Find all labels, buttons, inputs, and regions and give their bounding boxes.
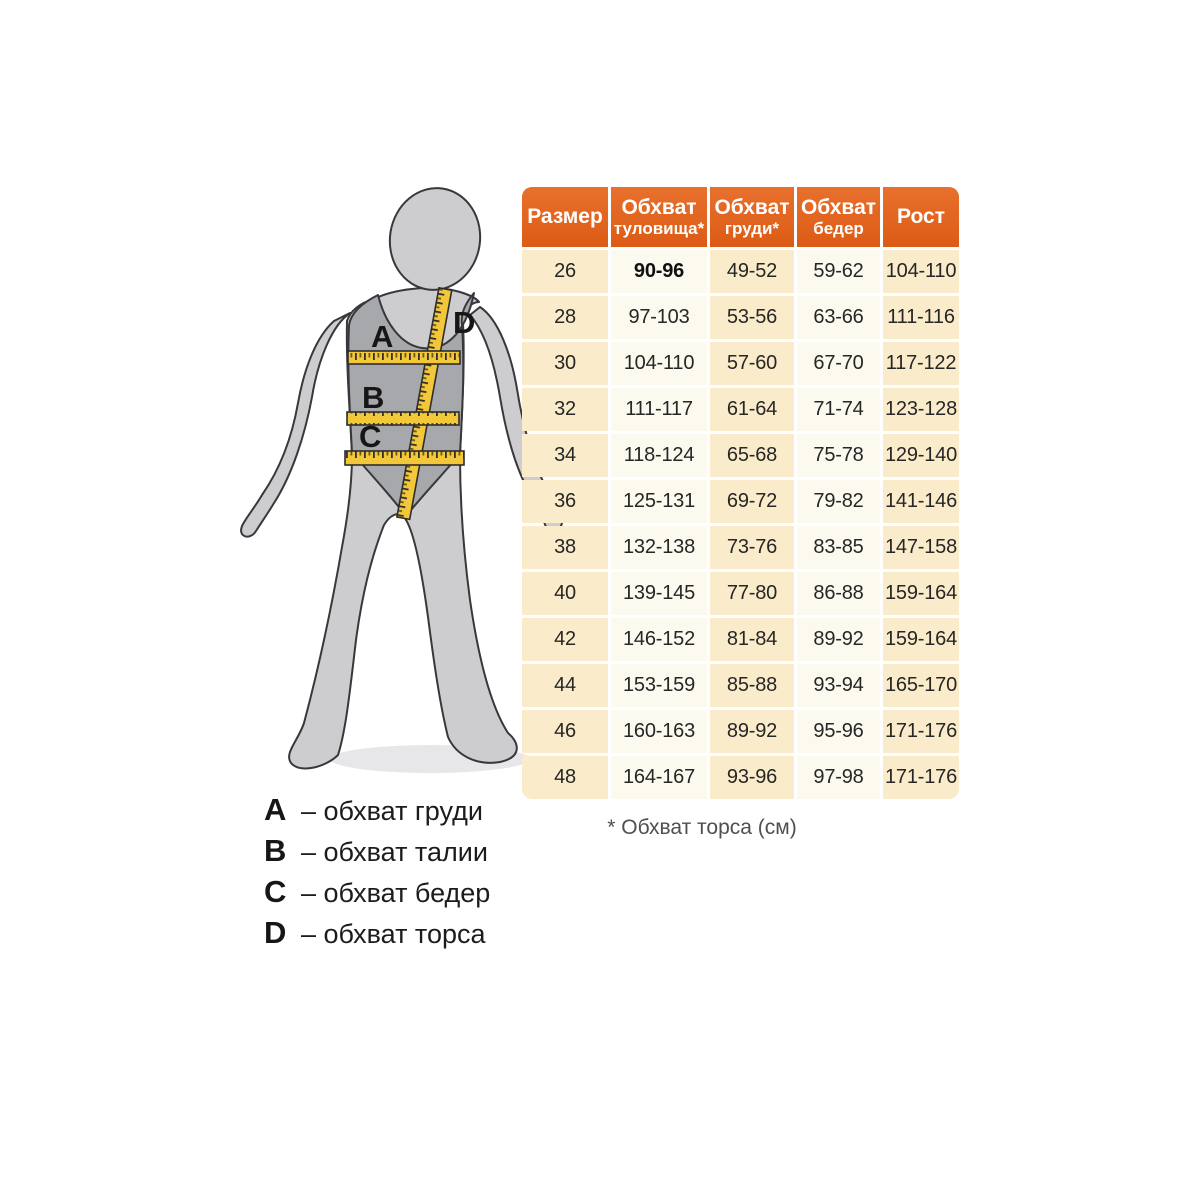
cell-size-row9: 44 [522,664,608,707]
cell-height-row1: 111-116 [883,296,959,339]
measurement-figure [228,185,570,807]
cell-hips-row6: 83-85 [797,526,880,569]
legend-text: – обхват бедер [301,878,491,908]
legend-text: – обхват торса [301,919,486,949]
cell-torso-row9: 153-159 [611,664,707,707]
column-header-height: Рост [883,187,959,247]
cell-height-row10: 171-176 [883,710,959,753]
cell-hips-row11: 97-98 [797,756,880,799]
cell-chest-row0: 49-52 [710,250,794,293]
cell-torso-row11: 164-167 [611,756,707,799]
cell-hips-row3: 71-74 [797,388,880,431]
cell-chest-row2: 57-60 [710,342,794,385]
cell-size-row5: 36 [522,480,608,523]
cell-hips-row2: 67-70 [797,342,880,385]
label-A-chest: A [371,319,394,354]
cell-chest-row7: 77-80 [710,572,794,615]
cell-chest-row4: 65-68 [710,434,794,477]
column-header-torso: Обхват туловища* [611,187,707,247]
column-header-hips: Обхват бедер [797,187,880,247]
cell-chest-row11: 93-96 [710,756,794,799]
legend-item-B [264,833,490,874]
cell-height-row11: 171-176 [883,756,959,799]
legend-letter: B [264,833,287,868]
column-header-size: Размер [522,187,608,247]
cell-size-row1: 28 [522,296,608,339]
cell-height-row8: 159-164 [883,618,959,661]
cell-hips-row4: 75-78 [797,434,880,477]
cell-hips-row0: 59-62 [797,250,880,293]
cell-chest-row1: 53-56 [710,296,794,339]
size-table [522,187,959,799]
label-D-torso: D [453,305,476,340]
column-header-chest: Обхват груди* [710,187,794,247]
legend-text: – обхват груди [301,796,483,826]
cell-chest-row3: 61-64 [710,388,794,431]
cell-hips-row9: 93-94 [797,664,880,707]
cell-torso-row8: 146-152 [611,618,707,661]
legend-letter: A [264,792,287,827]
measurement-legend [264,792,490,956]
cell-torso-row3: 111-117 [611,388,707,431]
cell-hips-row10: 95-96 [797,710,880,753]
cell-height-row3: 123-128 [883,388,959,431]
cell-size-row8: 42 [522,618,608,661]
cell-chest-row10: 89-92 [710,710,794,753]
legend-item-D [264,915,490,956]
cell-height-row4: 129-140 [883,434,959,477]
cell-torso-row7: 139-145 [611,572,707,615]
cell-size-row0: 26 [522,250,608,293]
legend-text: – обхват талии [301,837,488,867]
cell-size-row4: 34 [522,434,608,477]
cell-size-row10: 46 [522,710,608,753]
cell-torso-row1: 97-103 [611,296,707,339]
figure-head [383,185,488,296]
cell-height-row6: 147-158 [883,526,959,569]
cell-size-row6: 38 [522,526,608,569]
cell-height-row7: 159-164 [883,572,959,615]
figure-left-arm [241,313,350,537]
cell-height-row9: 165-170 [883,664,959,707]
label-B-waist: B [362,380,385,415]
cell-chest-row6: 73-76 [710,526,794,569]
cell-hips-row1: 63-66 [797,296,880,339]
legend-item-A [264,792,490,833]
cell-hips-row7: 86-88 [797,572,880,615]
cell-hips-row5: 79-82 [797,480,880,523]
tape-chest [348,351,460,364]
cell-size-row11: 48 [522,756,608,799]
cell-height-row2: 117-122 [883,342,959,385]
cell-chest-row8: 81-84 [710,618,794,661]
legend-letter: D [264,915,287,950]
label-C-hips: C [359,419,382,454]
cell-chest-row5: 69-72 [710,480,794,523]
cell-height-row5: 141-146 [883,480,959,523]
cell-size-row2: 30 [522,342,608,385]
cell-hips-row8: 89-92 [797,618,880,661]
cell-torso-row4: 118-124 [611,434,707,477]
cell-torso-row5: 125-131 [611,480,707,523]
child-silhouette-illustration [228,185,570,807]
cell-torso-row10: 160-163 [611,710,707,753]
cell-height-row0: 104-110 [883,250,959,293]
legend-letter: C [264,874,287,909]
table-footnote: * Обхват торса (см) [607,816,797,839]
cell-size-row3: 32 [522,388,608,431]
cell-torso-row6: 132-138 [611,526,707,569]
cell-torso-row2: 104-110 [611,342,707,385]
cell-size-row7: 40 [522,572,608,615]
cell-chest-row9: 85-88 [710,664,794,707]
legend-item-C [264,874,490,915]
cell-torso-row0: 90-96 [611,250,707,293]
